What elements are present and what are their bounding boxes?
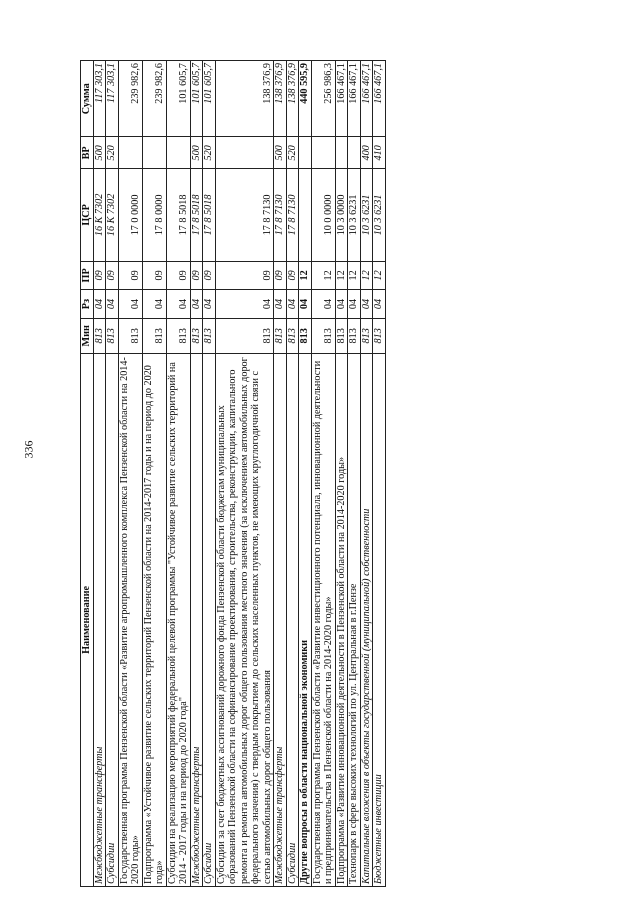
cell-vr: 400 (360, 137, 373, 169)
table-row (215, 61, 274, 887)
cell-pr: 09 (190, 261, 203, 290)
table-row (93, 61, 106, 887)
cell-pr: 09 (106, 261, 119, 290)
cell-vr: 500 (93, 137, 106, 169)
cell-csr: 17 8 5018 (190, 169, 203, 261)
cell-min: 813 (335, 318, 348, 353)
cell-vr (215, 137, 274, 169)
cell-sum: 117 303,1 (93, 61, 106, 137)
cell-rz: 04 (190, 290, 203, 319)
cell-csr: 17 8 7130 (274, 169, 287, 261)
cell-sum: 166 467,1 (335, 61, 348, 137)
cell-sum: 138 376,9 (274, 61, 287, 137)
cell-sum: 239 982,6 (118, 61, 142, 137)
cell-name: Субсидии за счет бюджетных ассигнований дорожного фонда Пензенской области бюджетам муниципальных образований Пензенской области на софинансирование проектирования, строительства, реконструкции, капитального ремонта и ремонта автомобильных дорог общего пользования местного значения (за исключением автомобильных дорог федерального значения) с твердым покрытием до сельских населенных пунктов, не имеющих круглогодичной связи с сетью автомобильных дорог общего пользования (215, 353, 274, 886)
cell-min: 813 (286, 318, 299, 353)
table-row (106, 61, 119, 887)
header-sum: Сумма (81, 61, 94, 137)
cell-pr: 09 (166, 261, 190, 290)
cell-name: Межбюджетные трансферты (274, 353, 287, 886)
table-row (142, 61, 166, 887)
cell-rz: 04 (166, 290, 190, 319)
table-row (286, 61, 299, 887)
cell-min: 813 (190, 318, 203, 353)
cell-pr: 09 (203, 261, 216, 290)
cell-csr: 17 8 7130 (286, 169, 299, 261)
cell-csr: 10 0 0000 (311, 169, 335, 261)
cell-pr: 12 (348, 261, 361, 290)
cell-vr (311, 137, 335, 169)
cell-sum: 166 467,1 (348, 61, 361, 137)
cell-vr: 520 (286, 137, 299, 169)
cell-min: 813 (118, 318, 142, 353)
cell-csr: 17 8 7130 (215, 169, 274, 261)
cell-min: 813 (360, 318, 373, 353)
table-row (299, 61, 312, 887)
cell-vr: 410 (373, 137, 386, 169)
cell-csr: 10 3 0000 (335, 169, 348, 261)
cell-pr: 12 (311, 261, 335, 290)
cell-rz: 04 (118, 290, 142, 319)
cell-csr: 16 К 7302 (93, 169, 106, 261)
cell-min: 813 (348, 318, 361, 353)
header-csr: ЦСР (81, 169, 94, 261)
cell-min: 813 (215, 318, 274, 353)
cell-rz: 04 (311, 290, 335, 319)
cell-sum: 117 303,1 (106, 61, 119, 137)
cell-min: 813 (299, 318, 312, 353)
rotated-table-wrapper (80, 60, 567, 887)
cell-rz: 04 (299, 290, 312, 319)
cell-csr: 16 К 7302 (106, 169, 119, 261)
cell-sum: 166 467,1 (360, 61, 373, 137)
cell-sum: 166 467,1 (373, 61, 386, 137)
cell-vr: 520 (106, 137, 119, 169)
cell-sum: 239 982,6 (142, 61, 166, 137)
header-name: Наименование (81, 353, 94, 886)
cell-vr: 500 (274, 137, 287, 169)
cell-csr (299, 169, 312, 261)
cell-min: 813 (166, 318, 190, 353)
cell-pr: 09 (142, 261, 166, 290)
cell-min: 813 (373, 318, 386, 353)
cell-rz: 04 (106, 290, 119, 319)
cell-name: Межбюджетные трансферты (190, 353, 203, 886)
cell-pr: 09 (118, 261, 142, 290)
table-row (348, 61, 361, 887)
cell-rz: 04 (373, 290, 386, 319)
cell-sum: 256 986,3 (311, 61, 335, 137)
table-row (311, 61, 335, 887)
cell-min: 813 (93, 318, 106, 353)
cell-vr (118, 137, 142, 169)
cell-pr: 12 (360, 261, 373, 290)
table-row (373, 61, 386, 887)
cell-sum: 138 376,9 (286, 61, 299, 137)
cell-vr (166, 137, 190, 169)
cell-sum: 138 376,9 (215, 61, 274, 137)
table-row (190, 61, 203, 887)
cell-name: Капитальные вложения в объекты государственной (муниципальной) собственности (360, 353, 373, 886)
cell-vr (335, 137, 348, 169)
cell-rz: 04 (93, 290, 106, 319)
page-number: 336 (21, 440, 36, 459)
table-header-row (81, 61, 94, 887)
cell-rz: 04 (203, 290, 216, 319)
cell-sum: 440 595,9 (299, 61, 312, 137)
cell-min: 813 (311, 318, 335, 353)
header-pr: ПР (81, 261, 94, 290)
table-row (203, 61, 216, 887)
cell-name: Другие вопросы в области национальной экономики (299, 353, 312, 886)
cell-pr: 09 (274, 261, 287, 290)
header-rz: Рз (81, 290, 94, 319)
cell-rz: 04 (215, 290, 274, 319)
cell-name: Субсидии на реализацию мероприятий федеральной целевой программы "Устойчивое развитие сельских территорий на 2014 - 2017 годы и на период до 2020 года" (166, 353, 190, 886)
cell-rz: 04 (274, 290, 287, 319)
cell-csr: 10 3 6231 (348, 169, 361, 261)
budget-table (80, 60, 386, 887)
cell-csr: 17 8 0000 (142, 169, 166, 261)
cell-rz: 04 (360, 290, 373, 319)
cell-csr: 10 3 6231 (373, 169, 386, 261)
table-row (274, 61, 287, 887)
cell-name: Субсидии (106, 353, 119, 886)
cell-vr (299, 137, 312, 169)
cell-pr: 09 (215, 261, 274, 290)
cell-rz: 04 (348, 290, 361, 319)
cell-min: 813 (142, 318, 166, 353)
cell-name: Государственная программа Пензенской области «Развитие инвестиционного потенциала, инновационной деятельности и предпринимательства в Пензенской области на 2014-2020 годы» (311, 353, 335, 886)
cell-vr (142, 137, 166, 169)
cell-pr: 12 (373, 261, 386, 290)
cell-vr: 520 (203, 137, 216, 169)
cell-rz: 04 (335, 290, 348, 319)
cell-rz: 04 (286, 290, 299, 319)
cell-sum: 101 605,7 (203, 61, 216, 137)
cell-csr: 10 3 6231 (360, 169, 373, 261)
cell-name: Бюджетные инвестиции (373, 353, 386, 886)
cell-name: Подпрограмма «Устойчивое развитие сельских территорий Пензенской области на 2014-2017 годы и на период до 2020 года» (142, 353, 166, 886)
table-row (118, 61, 142, 887)
header-vr: ВР (81, 137, 94, 169)
cell-pr: 09 (286, 261, 299, 290)
table-row (360, 61, 373, 887)
cell-name: Межбюджетные трансферты (93, 353, 106, 886)
cell-name: Государственная программа Пензенской области «Развитие агропромышленного комплекса Пензенской области на 2014-2020 годы» (118, 353, 142, 886)
cell-vr: 500 (190, 137, 203, 169)
table-body (93, 61, 385, 887)
cell-min: 813 (106, 318, 119, 353)
header-min: Мин (81, 318, 94, 353)
cell-name: Подпрограмма «Развитие инновационной деятельности в Пензенской области на 2014-2020 годы» (335, 353, 348, 886)
cell-min: 813 (274, 318, 287, 353)
cell-name: Технопарк в сфере высоких технологий по ул. Центральная в г.Пензе (348, 353, 361, 886)
table-row (166, 61, 190, 887)
cell-sum: 101 605,7 (190, 61, 203, 137)
cell-csr: 17 0 0000 (118, 169, 142, 261)
cell-csr: 17 8 5018 (166, 169, 190, 261)
cell-min: 813 (203, 318, 216, 353)
cell-pr: 09 (93, 261, 106, 290)
cell-name: Субсидии (203, 353, 216, 886)
cell-sum: 101 605,7 (166, 61, 190, 137)
cell-name: Субсидии (286, 353, 299, 886)
cell-pr: 12 (335, 261, 348, 290)
cell-vr (348, 137, 361, 169)
cell-rz: 04 (142, 290, 166, 319)
cell-pr: 12 (299, 261, 312, 290)
table-row (335, 61, 348, 887)
cell-csr: 17 8 5018 (203, 169, 216, 261)
